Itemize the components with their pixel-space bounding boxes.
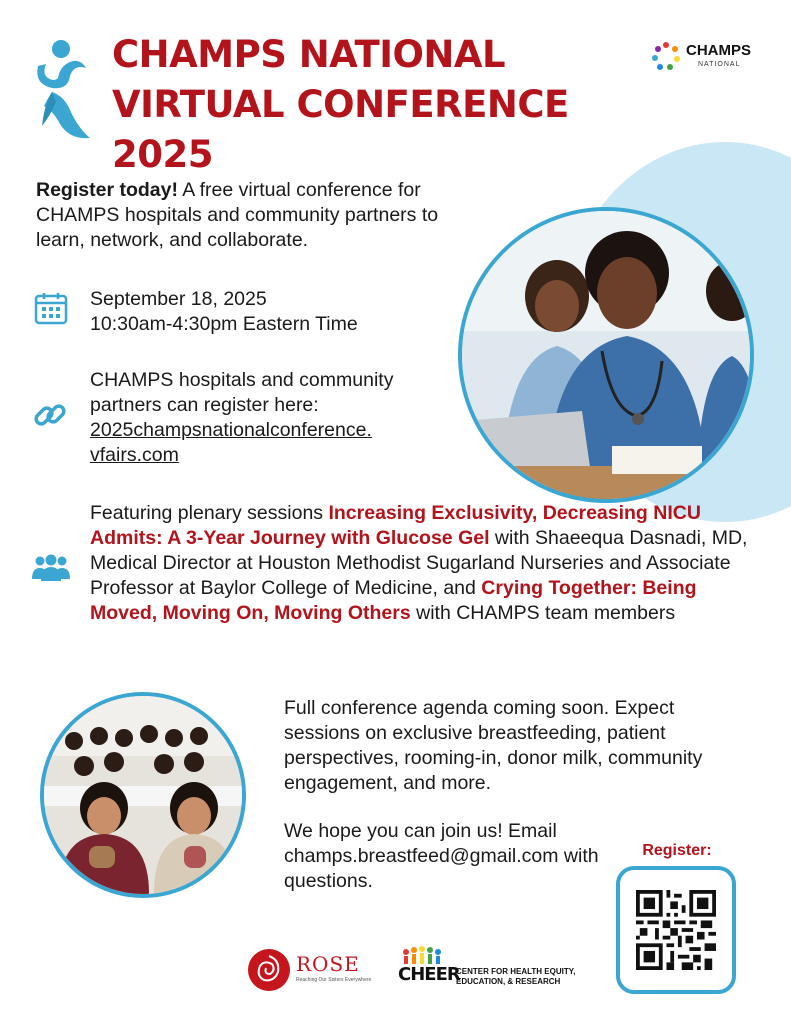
sessions-tail: with CHAMPS team members — [410, 602, 676, 624]
qr-code-icon[interactable] — [636, 888, 716, 972]
registration-block — [90, 368, 470, 468]
brand-name: CHAMPS — [686, 42, 752, 59]
rose-logo — [246, 948, 376, 992]
calendar-icon — [34, 291, 68, 325]
title-line-2: VIRTUAL CONFERENCE 2025 — [112, 83, 569, 176]
rose-tagline: Reaching Our Sisters Everywhere — [296, 977, 372, 983]
registration-link-line-1[interactable]: 2025champsnationalconference. — [90, 419, 372, 441]
brand-sub: NATIONAL — [698, 61, 741, 68]
sessions-lead: Featuring plenary sessions — [90, 502, 329, 524]
champs-national-logo — [650, 40, 760, 74]
cheer-tagline — [456, 967, 575, 987]
event-details — [90, 287, 450, 337]
registration-text: CHAMPS hospitals and community partners can register here: — [90, 369, 394, 416]
register-label: Register: — [642, 842, 712, 859]
registration-link[interactable] — [90, 418, 470, 468]
session-1-title: Increasing Exclusivity, Decreasing NICU Admits: A 3-Year Journey with Glucose Gel — [90, 502, 701, 549]
champs-figure-icon — [30, 36, 92, 146]
link-icon — [32, 397, 68, 433]
cheer-logo — [398, 946, 576, 992]
contact-email[interactable]: champs.breastfeed@gmail.com — [284, 845, 559, 867]
rose-name: ROSE — [296, 952, 360, 976]
cheer-line-2: EDUCATION, & RESEARCH — [456, 977, 561, 986]
qr-code-frame[interactable] — [616, 866, 736, 994]
contact-pre: We hope you can join us! Email — [284, 820, 557, 842]
contact-paragraph — [284, 819, 604, 894]
intro-body: A free virtual conference for CHAMPS hospitals and community partners to learn, network, and collaborate. — [36, 179, 439, 251]
event-date: September 18, 2025 — [90, 288, 267, 310]
people-icon — [31, 553, 71, 583]
group-photo — [40, 692, 246, 898]
intro-lead: Register today! — [36, 179, 178, 201]
title-line-1: CHAMPS NATIONAL — [112, 33, 506, 76]
page-title — [112, 30, 672, 180]
rose-flower-icon — [246, 948, 292, 992]
event-time: 10:30am-4:30pm Eastern Time — [90, 313, 358, 335]
cheer-name: CHEER — [398, 964, 460, 985]
nurses-photo — [458, 207, 754, 503]
contact-post: with questions. — [284, 845, 599, 892]
session-2-title: Crying Together: Being Moved, Moving On, Moving Others — [90, 577, 697, 624]
intro-paragraph — [36, 178, 482, 253]
cheer-line-1: CENTER FOR HEALTH EQUITY, — [456, 967, 576, 976]
agenda-paragraph: Full conference agenda coming soon. Expect sessions on exclusive breastfeeding, patient perspectives, rooming-in, donor milk, community engagement, and more. — [284, 697, 703, 794]
registration-link-line-2[interactable]: vfairs.com — [90, 444, 179, 466]
sessions-mid: with Shaeequa Dasnadi, MD, Medical Director at Houston Methodist Sugarland Nurseries and Associate Professor at Baylor College of Medicine, and — [90, 527, 748, 599]
champs-ring-icon — [650, 40, 682, 72]
sessions-paragraph — [90, 501, 760, 626]
cheer-people-icon — [402, 946, 446, 964]
